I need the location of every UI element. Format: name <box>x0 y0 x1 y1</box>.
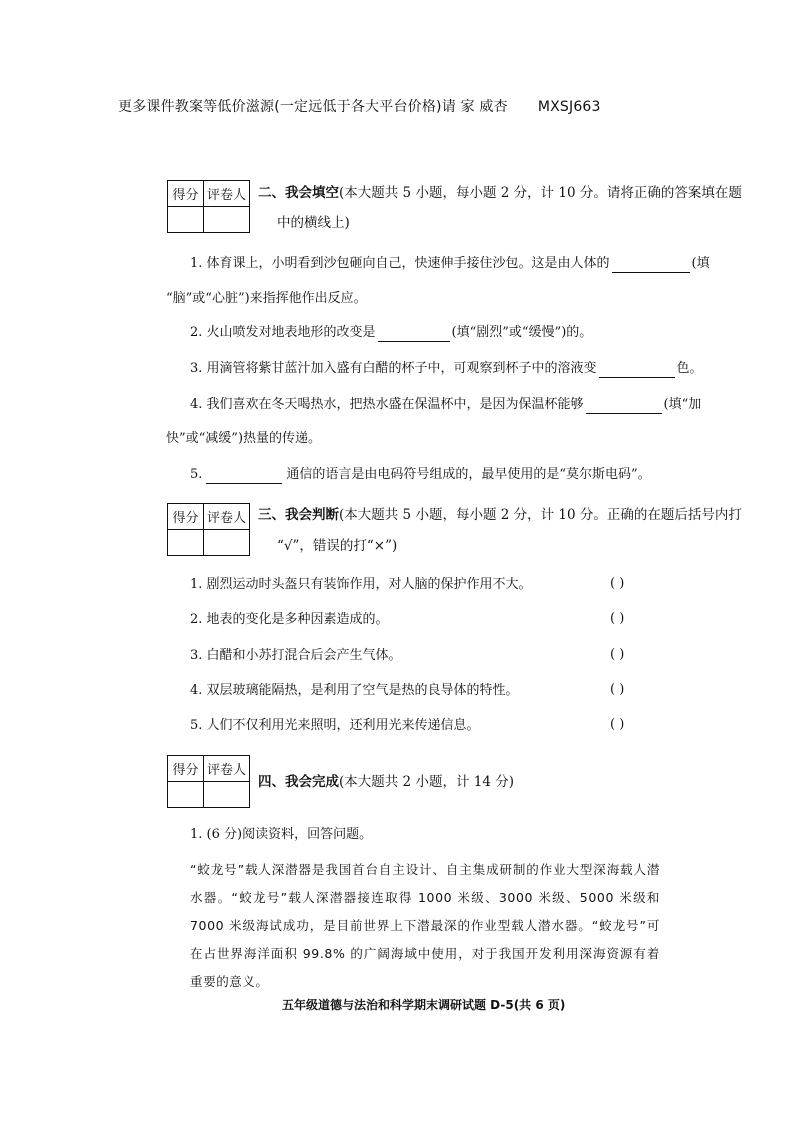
section2-heading <box>258 183 742 203</box>
score-cell <box>168 530 204 556</box>
grader-label: 评卷人 <box>204 756 250 782</box>
q2-answer-blank[interactable] <box>378 327 450 342</box>
section3-title: 三、我会判断 <box>258 507 339 523</box>
section3-item-2: 2. 地表的变化是多种因素造成的。 <box>190 612 389 627</box>
header-promo-note <box>118 96 601 116</box>
q3-answer-blank[interactable] <box>599 363 675 378</box>
section2-desc-line1: (本大题共 5 小题，每小题 2 分，计 10 分。请将正确的答案填在题 <box>339 185 742 201</box>
grader-cell <box>204 530 250 556</box>
section3-item-5: 5. 人们不仅利用光来照明，还利用光来传递信息。 <box>190 718 480 733</box>
q4-hint: (填“加 <box>663 397 702 412</box>
grader-cell <box>204 782 250 808</box>
section4-title: 四、我会完成 <box>258 774 339 790</box>
q1-text: 1. 体育课上，小明看到沙包砸向自己，快速伸手接住沙包。这是由人体的 <box>190 256 610 271</box>
score-label: 得分 <box>168 504 204 530</box>
section3-answer-paren-1[interactable]: ( ) <box>610 576 625 591</box>
score-box-section4 <box>167 755 250 808</box>
section3-desc-line1: (本大题共 5 小题，每小题 2 分，计 10 分。正确的在题后括号内打 <box>339 507 742 523</box>
score-label: 得分 <box>168 756 204 782</box>
section3-heading <box>258 505 742 525</box>
section4-q1: 1. (6 分)阅读资料，回答问题。 <box>190 827 373 842</box>
section3-answer-paren-2[interactable]: ( ) <box>610 611 625 626</box>
score-label: 得分 <box>168 181 204 207</box>
section2-q2 <box>190 324 592 342</box>
score-box-section2 <box>167 180 250 233</box>
header-code: MXSJ663 <box>537 99 601 115</box>
section3-item-4: 4. 双层玻璃能隔热，是利用了空气是热的良导体的特性。 <box>190 683 519 698</box>
header-promo-text: 更多课件教案等低价滋源(一定远低于各大平台价格)请 家 威杏 <box>118 99 508 115</box>
section3-item-1: 1. 剧烈运动时头盔只有装饰作用，对人脑的保护作用不大。 <box>190 577 532 592</box>
q5-answer-blank[interactable] <box>206 469 282 484</box>
q5-number: 5. <box>190 467 203 482</box>
grader-label: 评卷人 <box>204 181 250 207</box>
score-cell <box>168 782 204 808</box>
grader-label: 评卷人 <box>204 504 250 530</box>
q2-text: 2. 火山喷发对地表地形的改变是 <box>190 325 376 340</box>
section2-q5 <box>190 466 651 484</box>
section3-desc-line2: “√”，错误的打“×”) <box>277 538 398 554</box>
section4-desc: (本大题共 2 小题，计 14 分) <box>339 774 514 790</box>
q2-hint: (填“剧烈”或“缓慢”)的。 <box>451 325 593 340</box>
section2-title: 二、我会填空 <box>258 185 339 201</box>
section3-answer-paren-4[interactable]: ( ) <box>610 682 625 697</box>
q3-hint: 色。 <box>676 361 703 376</box>
section2-q4-line1 <box>190 396 701 414</box>
section3-answer-paren-3[interactable]: ( ) <box>610 647 625 662</box>
q1-answer-blank[interactable] <box>612 258 690 273</box>
q4-answer-blank[interactable] <box>586 399 662 414</box>
q3-text: 3. 用滴管将紫甘蓝汁加入盛有白醋的杯子中，可观察到杯子中的溶液变 <box>190 361 597 376</box>
section2-q4-line2: 快”或“减缓”)热量的传递。 <box>166 431 322 446</box>
page-footer: 五年级道德与法治和科学期末调研试题 D-5(共 6 页) <box>282 998 566 1012</box>
section2-desc-line2: 中的横线上) <box>277 215 350 231</box>
section2-q1-line1 <box>190 255 710 273</box>
grader-cell <box>204 207 250 233</box>
q1-hint: (填 <box>691 256 710 271</box>
q5-text: 通信的语言是由电码符号组成的，最早使用的是“莫尔斯电码”。 <box>286 467 651 482</box>
section2-q3 <box>190 360 703 378</box>
section3-item-3: 3. 白醋和小苏打混合后会产生气体。 <box>190 648 402 663</box>
section2-q1-line2: “脑”或“心脏”)来指挥他作出反应。 <box>166 291 367 306</box>
section4-heading <box>258 772 514 792</box>
section3-answer-paren-5[interactable]: ( ) <box>610 717 625 732</box>
reading-passage: “蛟龙号”载人深潜器是我国首台自主设计、自主集成研制的作业大型深海载人潜水器。“蛟龙号”载人深潜器接连取得 1000 米级、3000 米级、5000 米级和 7000 米级海试成功，是目前世界上下潜最深的作业型载人潜水器。“蛟龙号”可在占世界海洋面积 99.8% 的广阔海域中使用，对于我国开发利用深海资源有着重要的意义。 <box>190 862 660 989</box>
q4-text: 4. 我们喜欢在冬天喝热水，把热水盛在保温杯中，是因为保温杯能够 <box>190 397 584 412</box>
score-box-section3 <box>167 503 250 556</box>
score-cell <box>168 207 204 233</box>
